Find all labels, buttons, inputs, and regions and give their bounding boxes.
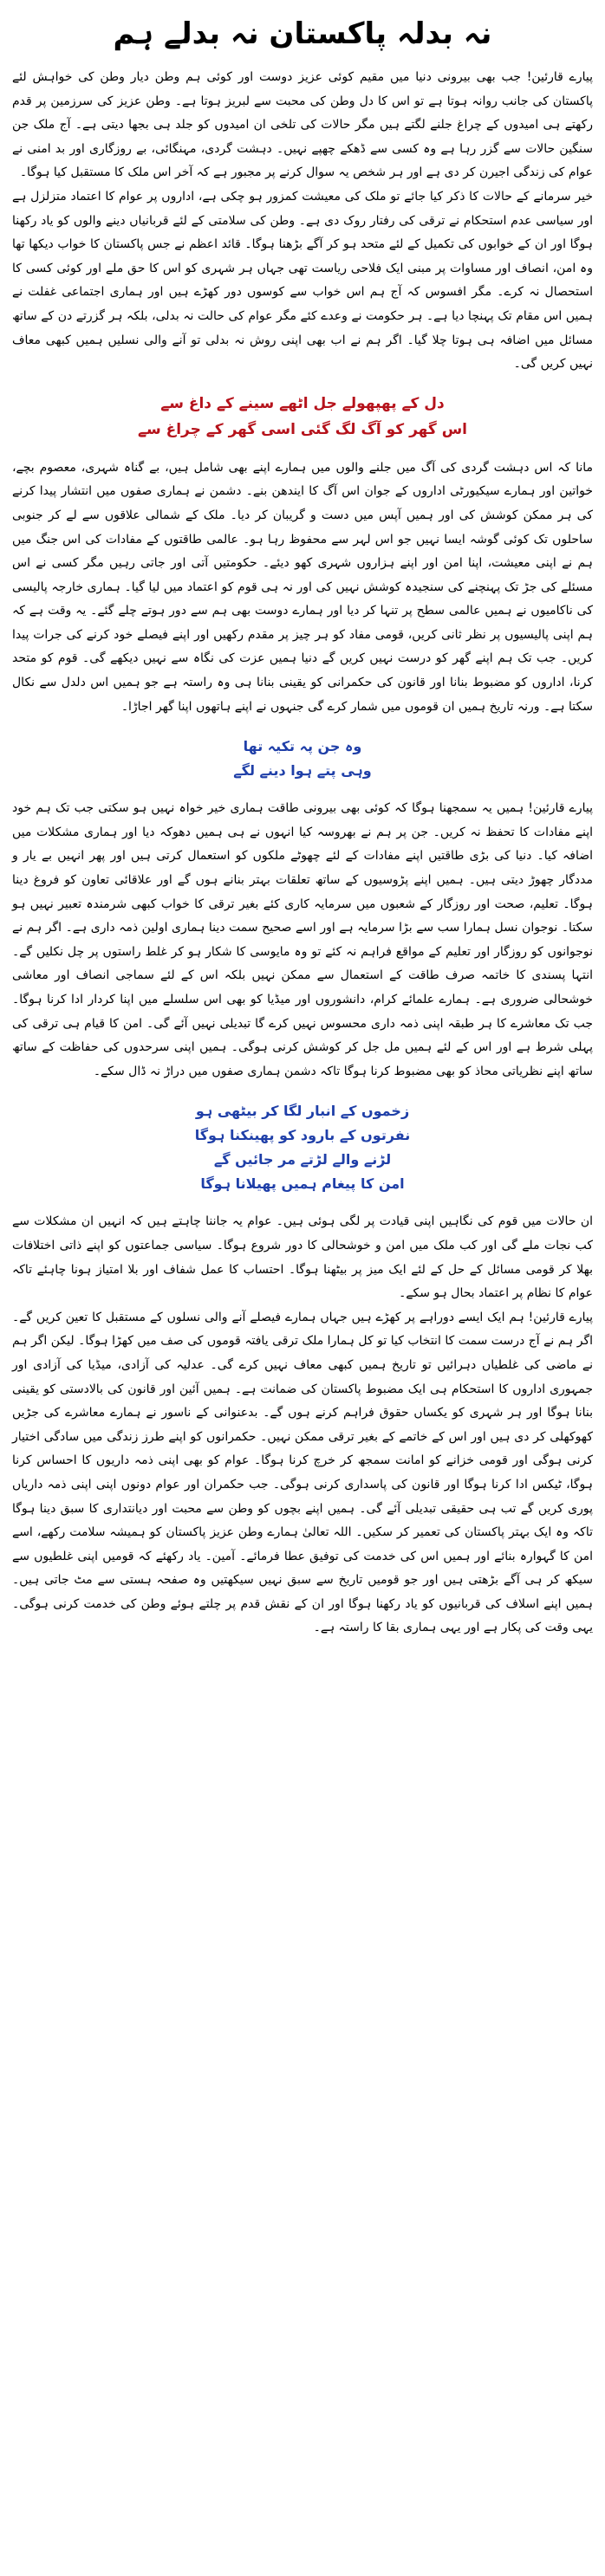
section-heading-two [12, 1099, 593, 1196]
verse-line-1: دل کے پھپھولے جل اٹھے سینے کے داغ سے [160, 394, 445, 412]
section-two-line-4: امن کا پیغام ہمیں پھیلانا ہوگا [200, 1175, 405, 1193]
article-paragraph-6: پیارے قارئین! ہم ایک ایسے دوراہے پر کھڑے ہیں جہاں ہمارے فیصلے آنے والی نسلوں کے مستقبل کا تعین کریں گے۔ اگر ہم نے آج درست سمت کا انتخاب کیا تو کل ہمارا ملک ترقی یافتہ قوموں کی صف میں کھڑا ہوگا۔ لیکن اگر ہم نے ماضی کی غلطیاں دہرائیں تو تاریخ ہمیں کبھی معاف نہیں کرے گی۔ عدلیہ کی آزادی، میڈیا کی آزادی اور جمہوری اداروں کا استحکام ہی ایک مضبوط پاکستان کی ضمانت ہے۔ ہمیں آئین اور قانون کی بالادستی کو یقینی بنانا ہوگا اور ہر شہری کو یکساں حقوق فراہم کرنے ہوں گے۔ بدعنوانی کے ناسور نے ہمارے معاشرے کی جڑیں کھوکھلی کر دی ہیں اور اس کے خاتمے کے بغیر ترقی ممکن نہیں۔ حکمرانوں کو اپنے طرز زندگی میں سادگی اختیار کرنی ہوگی اور قومی خزانے کو امانت سمجھ کر خرچ کرنا ہوگا۔ عوام کو بھی اپنی ذمہ داریوں کا احساس کرنا ہوگا، ٹیکس ادا کرنا ہوگا اور قانون کی پاسداری کرنی ہوگی۔ جب حکمران اور عوام دونوں اپنی اپنی ذمہ داریاں پوری کریں گے تب ہی حقیقی تبدیلی آئے گی۔ ہمیں اپنے بچوں کو وطن سے محبت اور دیانتداری کا سبق دینا ہوگا تاکہ وہ ایک بہتر پاکستان کی تعمیر کر سکیں۔ اللہ تعالیٰ ہمارے وطن عزیز پاکستان کو ہمیشہ سلامت رکھے، اسے امن کا گہوارہ بنائے اور ہمیں اس کی خدمت کی توفیق عطا فرمائے۔ آمین۔ یاد رکھئے کہ قومیں اپنی غلطیوں سے سیکھ کر ہی آگے بڑھتی ہیں اور جو قومیں تاریخ سے سبق نہیں سیکھتیں وہ صفحہ ہستی سے مٹ جاتی ہیں۔ ہمیں اپنے اسلاف کی قربانیوں کو یاد رکھنا ہوگا اور ان کے نقش قدم پر چلتے ہوئے وطن کی خدمت کرنی ہوگی۔ یہی وقت کی پکار ہے اور یہی ہماری بقا کا راستہ ہے۔ [12, 1310, 593, 1635]
section-one-line-2: وہی پتے ہوا دینے لگے [233, 762, 372, 780]
article-paragraph-2: خیر سرمانے کے حالات کا ذکر کیا جائے تو ملک کی معیشت کمزور ہو چکی ہے، اداروں پر عوام کا اعتماد متزلزل ہے اور سیاسی عدم استحکام نے ترقی کی رفتار روک دی ہے۔ وطن کی سلامتی کے لئے قربانیاں دینے والوں کو یاد رکھنا ہوگا اور ان کے خوابوں کی تکمیل کے لئے متحد ہو کر آگے بڑھنا ہوگا۔ قائد اعظم نے جس پاکستان کا خواب دیکھا تھا وہ امن، انصاف اور مساوات پر مبنی ایک فلاحی ریاست تھی جہاں ہر شہری کو اس کا حق ملے اور کوئی کسی کا استحصال نہ کرے۔ مگر افسوس کہ آج ہم اس خواب سے کوسوں دور کھڑے ہیں اور ہماری اجتماعی غفلت نے ہمیں اس مقام تک پہنچا دیا ہے۔ ہر حکومت نے وعدے کئے مگر عوام کی حالت نہ بدلی، بلکہ ہر گزرتے دن کے ساتھ مسائل میں اضافہ ہی ہوتا چلا گیا۔ اگر ہم نے اب بھی اپنی روش نہ بدلی تو آنے والی نسلیں ہمیں کبھی معاف نہیں کریں گی۔ [12, 189, 593, 372]
section-heading-one [12, 735, 593, 783]
article-headline: نہ بدلہ پاکستان نہ بدلے ہم [113, 16, 492, 51]
section-two-line-3: لڑنے والے لڑتے مر جائیں گے [213, 1151, 392, 1168]
verse-couplet [12, 391, 593, 443]
verse-line-2: اس گھر کو آگ لگ گئی اسی گھر کے چراغ سے [138, 420, 467, 438]
article-paragraph-4: پیارے قارئین! ہمیں یہ سمجھنا ہوگا کہ کوئی بھی بیرونی طاقت ہماری خیر خواہ نہیں ہو سکتی جب تک ہم خود اپنے مفادات کا تحفظ نہ کریں۔ جن پر ہم نے بھروسہ کیا انہوں نے ہی ہمیں دھوکہ دیا اور ہماری مشکلات میں اضافہ کیا۔ دنیا کی بڑی طاقتیں اپنے مفادات کے لئے چھوٹے ملکوں کو استعمال کرتی ہیں اور پھر انہیں بے یار و مددگار چھوڑ دیتی ہیں۔ ہمیں اپنے پڑوسیوں کے ساتھ تعلقات بہتر بنانے ہوں گے اور علاقائی تعاون کو فروغ دینا ہوگا۔ تعلیم، صحت اور روزگار کے شعبوں میں سرمایہ کاری کئے بغیر ترقی کا خواب کبھی شرمندہ تعبیر نہیں ہو سکتا۔ نوجوان نسل ہمارا سب سے بڑا سرمایہ ہے اور اسے صحیح سمت دینا ہماری اولین ذمہ داری ہے۔ اگر ہم نے نوجوانوں کو روزگار اور تعلیم کے مواقع فراہم نہ کئے تو وہ مایوسی کا شکار ہو کر غلط راستوں پر چل نکلیں گے۔ انتہا پسندی کا خاتمہ صرف طاقت کے استعمال سے ممکن نہیں بلکہ اس کے لئے سماجی انصاف اور معاشی خوشحالی ضروری ہے۔ ہمارے علمائے کرام، دانشوروں اور میڈیا کو بھی اس سلسلے میں اپنا کردار ادا کرنا ہوگا۔ جب تک معاشرے کا ہر طبقہ اپنی ذمہ داری محسوس نہیں کرے گا تبدیلی نہیں آئے گی۔ امن کا قیام ہی ترقی کی پہلی شرط ہے اور اس کے لئے ہمیں مل جل کر کوشش کرنی ہوگی۔ ہمیں اپنی سرحدوں کی حفاظت کے ساتھ ساتھ اپنے نظریاتی محاذ کو بھی مضبوط کرنا ہوگا تاکہ دشمن ہماری صفوں میں دراڑ نہ ڈال سکے۔ [12, 801, 593, 1078]
section-two-line-1: زخموں کے انبار لگا کر بیٹھی ہو [195, 1103, 410, 1120]
article-paragraph-5: ان حالات میں قوم کی نگاہیں اپنی قیادت پر لگی ہوئی ہیں۔ عوام یہ جاننا چاہتے ہیں کہ انہیں ان مشکلات سے کب نجات ملے گی اور کب ملک میں امن و خوشحالی کا دور شروع ہوگا۔ سیاسی جماعتوں کو اپنے ذاتی اختلافات بھلا کر قومی مسائل کے حل کے لئے ایک میز پر بیٹھنا ہوگا۔ احتساب کا عمل شفاف اور بلا امتیاز ہونا چاہئے تاکہ عوام کا نظام پر اعتماد بحال ہو سکے۔ [12, 1214, 593, 1301]
article-paragraph-3: مانا کہ اس دہشت گردی کی آگ میں جلنے والوں میں ہمارے اپنے بھی شامل ہیں، بے گناہ شہری، معصوم بچے، خواتین اور ہمارے سیکیورٹی اداروں کے جوان اس آگ کا ایندھن بنے۔ دشمن نے ہماری صفوں میں انتشار پیدا کرنے کی ہر ممکن کوشش کی اور ہمیں آپس میں دست و گریبان کر دیا۔ ملک کے شمالی علاقوں سے لے کر جنوبی ساحلوں تک کوئی گوشہ ایسا نہیں جو اس لہر سے محفوظ رہا ہو۔ عالمی طاقتوں کے مفادات کی اس جنگ میں ہم نے اپنی معیشت، اپنا امن اور اپنے ہزاروں شہری کھو دیئے۔ حکومتیں آتی اور جاتی رہیں مگر کسی نے اس مسئلے کی جڑ تک پہنچنے کی سنجیدہ کوشش نہیں کی اور نہ ہی قوم کو اعتماد میں لیا گیا۔ ہماری خارجہ پالیسی کی ناکامیوں نے ہمیں عالمی سطح پر تنہا کر دیا اور ہمارے دوست بھی ہم سے دور ہوتے چلے گئے۔ یہ وقت ہے کہ ہم اپنی پالیسیوں پر نظر ثانی کریں، قومی مفاد کو ہر چیز پر مقدم رکھیں اور اپنے فیصلے خود کرنے کی جرات پیدا کریں۔ جب تک ہم اپنے گھر کو درست نہیں کریں گے دنیا ہمیں عزت کی نگاہ سے نہیں دیکھے گی۔ قوم کو متحد کرنا، اداروں کو مضبوط بنانا اور قانون کی حکمرانی کو یقینی بنانا ہی وہ راستہ ہے جو ہمیں اس دلدل سے نکال سکتا ہے۔ ورنہ تاریخ ہمیں ان قوموں میں شمار کرے گی جنہوں نے اپنے ہاتھوں اپنا گھر اجاڑا۔ [12, 460, 593, 714]
section-two-line-2: نفرتوں کے بارود کو پھینکنا ہوگا [194, 1127, 411, 1144]
section-one-line-1: وہ جن پہ تکیہ تھا [243, 738, 362, 755]
article-paragraph-1: پیارے قارئین! جب بھی بیرونی دنیا میں مقیم کوئی عزیز دوست اور کوئی ہم وطن دیار وطن کی خواہش لئے پاکستان کی جانب روانہ ہوتا ہے تو اس کا دل وطن کی محبت سے لبریز ہوتا ہے۔ وطن عزیز کی سرزمین پر قدم رکھتے ہی امیدوں کے چراغ جلنے لگتے ہیں مگر حالات کی تلخی ان امیدوں کو جلد ہی بجھا دیتی ہے۔ آج ملک جن سنگین حالات سے گزر رہا ہے وہ کسی سے ڈھکے چھپے نہیں۔ دہشت گردی، مہنگائی، بے روزگاری اور بد امنی نے عوام کی زندگی اجیرن کر دی ہے اور ہر شخص یہ سوال کرنے پر مجبور ہے کہ آخر اس ملک کا مستقبل کیا ہوگا۔ [12, 70, 593, 180]
